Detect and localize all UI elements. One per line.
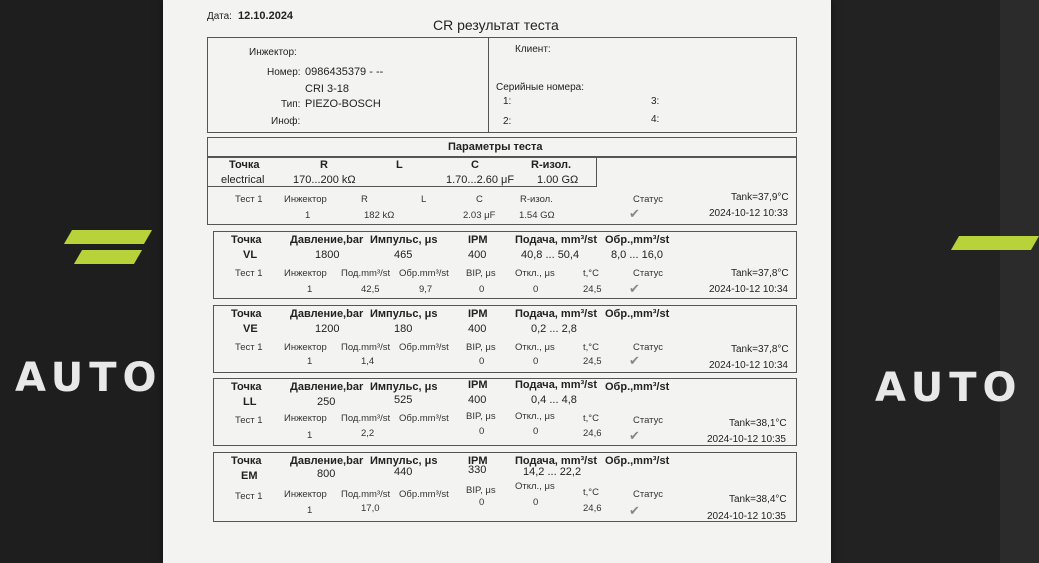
test-label: Тест 1 [235,342,263,353]
tank-temp: Tank=37,8°C [731,344,789,355]
logo-stripe [64,230,152,244]
test-label: Тест 1 [235,491,263,502]
status-check-icon: ✔ [629,206,640,221]
test-header-status: Статус [633,268,664,279]
status-check-icon: ✔ [629,503,640,518]
test-header-bip: BIP, μs [466,268,496,279]
point-name: EM [241,470,258,482]
feed-value: 40,8 ... 50,4 [521,249,580,261]
test-header-c: C [476,194,483,205]
c-spec: 1.70...2.60 μF [446,174,515,186]
test-time: 2024-10-12 10:33 [709,208,788,219]
feed-value: 0,2 ... 2,8 [531,323,577,335]
test-temp-value: 24,5 [583,284,602,295]
logo-stripe [74,250,142,264]
test-bip-value: 0 [479,284,485,295]
test-temp-value: 24,6 [583,428,602,439]
test-header-r: R [361,194,368,205]
feed-header: Подача, mm³/st [515,455,597,467]
tank-temp: Tank=37,9°C [731,192,789,203]
test-header-inj: Инжектор [284,194,327,205]
type-label: Тип: [281,99,301,110]
pulse-value: 180 [394,323,413,335]
pressure-header: Давление,bar [290,234,364,246]
number-label: Номер: [267,67,301,78]
test-header-inj: Инжектор [284,268,327,279]
ipm-value: 400 [468,323,487,335]
test-feed-value: 42,5 [361,284,380,295]
ipm-header: IPM [468,234,488,246]
test-inj-value: 1 [305,210,311,221]
test-time: 2024-10-12 10:35 [707,511,786,522]
number-value: 0986435379 - -- [305,66,384,78]
test-time: 2024-10-12 10:34 [709,284,788,295]
return-header: Обр.,mm³/st [605,381,670,393]
feed-header: Подача, mm³/st [515,379,597,391]
test-temp-value: 24,5 [583,356,602,367]
test-header-dev: Откл., μs [515,342,555,353]
test-return-value: 9,7 [419,284,433,295]
test-header-bip: BIP, μs [466,411,496,422]
tank-temp: Tank=38,1°C [729,418,787,429]
test-header-feed: Под.mm³/st [341,268,391,279]
test-header-temp: t,°C [583,342,599,353]
test-label: Тест 1 [235,268,263,279]
test-inj-value: 1 [307,505,313,516]
serial-3: 3: [651,96,660,107]
serial-label: Серийные номера: [496,82,584,93]
test-header-feed: Под.mm³/st [341,342,391,353]
test-header-return: Обр.mm³/st [399,413,449,424]
test-header-status: Статус [633,489,664,500]
test-header-bip: BIP, μs [466,342,496,353]
test-dev-value: 0 [533,426,539,437]
test-rinsul-value: 1.54 GΩ [519,210,555,221]
l-header: L [396,159,403,171]
point-header: Точка [229,159,260,171]
test-header-dev: Откл., μs [515,268,555,279]
electrical-point: electrical [221,174,265,186]
background-brand-left: AUTO [15,355,163,401]
test-feed-value: 17,0 [361,503,380,514]
feed-value: 14,2 ... 22,2 [523,466,582,478]
point-name: VL [243,249,258,261]
test-header-dev: Откл., μs [515,411,555,422]
client-label: Клиент: [515,44,551,55]
return-header: Обр.,mm³/st [605,455,670,467]
feed-header: Подача, mm³/st [515,308,597,320]
test-header-inj: Инжектор [284,489,327,500]
test-header-temp: t,°C [583,413,599,424]
tank-temp: Tank=37,8°C [731,268,789,279]
test-header-l: L [421,194,427,205]
test-header-return: Обр.mm³/st [399,489,449,500]
ipm-value: 330 [468,464,487,476]
injector-label: Инжектор: [249,47,297,58]
test-header-rinsul: R-изол. [520,194,553,205]
pressure-value: 1200 [315,323,340,335]
test-label: Тест 1 [235,415,263,426]
test-inj-value: 1 [307,430,313,441]
status-check-icon: ✔ [629,428,640,443]
info-label: Иноф: [271,116,301,127]
test-header-feed: Под.mm³/st [341,489,391,500]
test-header-status: Статус [633,415,664,426]
pulse-header: Импульс, μs [370,381,438,393]
ipm-header: IPM [468,455,488,467]
test-r-value: 182 kΩ [364,210,395,221]
tank-temp: Tank=38,4°C [729,494,787,505]
point-name: VE [243,323,258,335]
test-header-return: Обр.mm³/st [399,268,449,279]
status-check-icon: ✔ [629,353,640,368]
test-header-temp: t,°C [583,268,599,279]
test-c-value: 2.03 μF [463,210,496,221]
test-dev-value: 0 [533,284,539,295]
rinsul-spec: 1.00 GΩ [537,174,579,186]
test-header-bip: BIP, μs [466,485,496,496]
test-header-inj: Инжектор [284,413,327,424]
pressure-header: Давление,bar [290,308,364,320]
test-feed-value: 2,2 [361,428,375,439]
pressure-value: 1800 [315,249,340,261]
date-label: Дата: [207,11,232,22]
test-time: 2024-10-12 10:34 [709,360,788,371]
ipm-value: 400 [468,394,487,406]
pressure-header: Давление,bar [290,381,364,393]
test-header-return: Обр.mm³/st [399,342,449,353]
test-label: Тест 1 [235,194,263,205]
return-value: 8,0 ... 16,0 [611,249,663,261]
type-value: PIEZO-BOSCH [305,98,381,110]
test-inj-value: 1 [307,356,313,367]
pulse-header: Импульс, μs [370,308,438,320]
test-time: 2024-10-12 10:35 [707,434,786,445]
point-header: Точка [231,234,262,246]
return-header: Обр.,mm³/st [605,234,670,246]
ipm-header: IPM [468,308,488,320]
feed-value: 0,4 ... 4,8 [531,394,577,406]
pulse-value: 525 [394,394,413,406]
pressure-header: Давление,bar [290,455,364,467]
pressure-value: 250 [317,396,336,408]
page-title: CR результат теста [433,17,559,33]
r-header: R [320,159,328,171]
serial-4: 4: [651,114,660,125]
feed-header: Подача, mm³/st [515,234,597,246]
ipm-header: IPM [468,379,488,391]
params-title: Параметры теста [448,141,543,153]
pulse-header: Импульс, μs [370,234,438,246]
test-bip-value: 0 [479,356,485,367]
background-right [820,0,1000,563]
cri-value: CRI 3-18 [305,83,350,95]
point-header: Точка [231,455,262,467]
status-check-icon: ✔ [629,281,640,296]
test-dev-value: 0 [533,356,539,367]
serial-1: 1: [503,96,512,107]
test-header-dev: Откл., μs [515,481,555,492]
pulse-header: Импульс, μs [370,455,438,467]
point-name: LL [243,396,257,408]
test-header-feed: Под.mm³/st [341,413,391,424]
test-header-status: Статус [633,342,664,353]
point-header: Точка [231,308,262,320]
r-spec: 170...200 kΩ [293,174,356,186]
test-report-sheet [163,0,831,563]
pulse-value: 440 [394,466,413,478]
test-bip-value: 0 [479,497,485,508]
serial-2: 2: [503,116,512,127]
background-brand-right: AUTO [875,365,1023,411]
test-header-inj: Инжектор [284,342,327,353]
test-bip-value: 0 [479,426,485,437]
test-header-status: Статус [633,194,664,205]
point-header: Точка [231,381,262,393]
test-feed-value: 1,4 [361,356,375,367]
test-header-temp: t,°C [583,487,599,498]
rinsul-header: R-изол. [531,159,572,171]
test-dev-value: 0 [533,497,539,508]
c-header: C [471,159,479,171]
date-value: 12.10.2024 [238,10,294,22]
pulse-value: 465 [394,249,413,261]
test-temp-value: 24,6 [583,503,602,514]
background-left [0,0,175,563]
logo-stripe [951,236,1039,250]
ipm-value: 400 [468,249,487,261]
return-header: Обр.,mm³/st [605,308,670,320]
test-inj-value: 1 [307,284,313,295]
pressure-value: 800 [317,468,336,480]
